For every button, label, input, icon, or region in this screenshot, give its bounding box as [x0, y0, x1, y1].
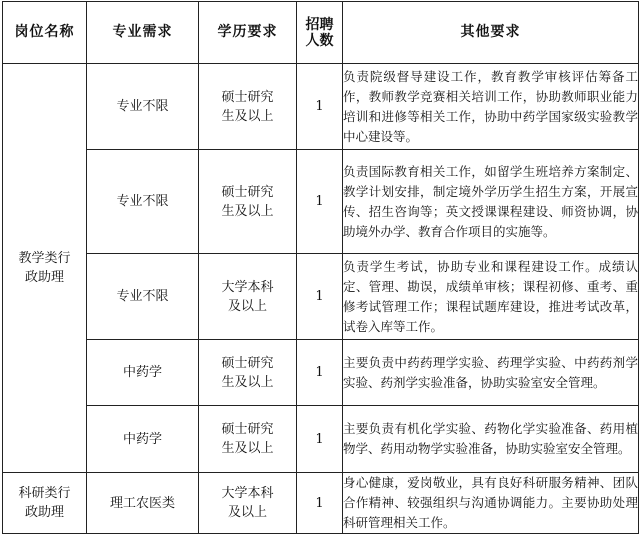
header-other: 其他要求 [343, 2, 639, 64]
count-cell: 1 [297, 473, 343, 534]
table-row [3, 473, 639, 534]
major-cell: 中药学 [87, 406, 199, 473]
major-cell: 专业不限 [87, 64, 199, 150]
header-education: 学历要求 [199, 2, 297, 64]
education-cell: 硕士研究生及以上 [199, 340, 297, 406]
table-row [3, 150, 639, 254]
table-row [3, 64, 639, 150]
education-cell: 大学本科及以上 [199, 473, 297, 534]
education-cell: 硕士研究生及以上 [199, 64, 297, 150]
count-cell: 1 [297, 64, 343, 150]
header-major: 专业需求 [87, 2, 199, 64]
position-cell-research: 科研类行政助理 [3, 473, 87, 534]
table-row [3, 340, 639, 406]
major-cell: 理工农医类 [87, 473, 199, 534]
recruitment-table [2, 1, 639, 534]
table-row [3, 254, 639, 340]
major-cell: 专业不限 [87, 150, 199, 254]
requirement-cell: 主要负责中药药理学实验、药理学实验、中药药剂学实验、药剂学实验准备，协助实验室安全管理。 [343, 340, 639, 406]
header-row [3, 2, 639, 64]
count-cell: 1 [297, 254, 343, 340]
header-position: 岗位名称 [3, 2, 87, 64]
requirement-cell: 负责学生考试，协助专业和课程建设工作。成绩认定、管理、勘误，成绩单审核；课程初修、重考、重修考试管理工作；课程试题库建设，推进考试改革，试卷入库等工作。 [343, 254, 639, 340]
education-cell: 硕士研究生及以上 [199, 150, 297, 254]
requirement-cell: 主要负责有机化学实验、药物化学实验准备、药用植物学、药用动物学实验准备，协助实验室安全管理。 [343, 406, 639, 473]
education-cell: 硕士研究生及以上 [199, 406, 297, 473]
major-cell: 中药学 [87, 340, 199, 406]
count-cell: 1 [297, 150, 343, 254]
major-cell: 专业不限 [87, 254, 199, 340]
count-cell: 1 [297, 406, 343, 473]
table-row [3, 406, 639, 473]
position-cell-teaching: 教学类行政助理 [3, 64, 87, 473]
education-cell: 大学本科及以上 [199, 254, 297, 340]
count-cell: 1 [297, 340, 343, 406]
requirement-cell: 负责院级督导建设工作，教育教学审核评估筹备工作，教师教学竞赛相关培训工作，协助教师职业能力培训和进修等相关工作，协助中药学国家级实验教学中心建设等。 [343, 64, 639, 150]
requirement-cell: 身心健康，爱岗敬业，具有良好科研服务精神、团队合作精神、较强组织与沟通协调能力。主要协助处理科研管理相关工作。 [343, 473, 639, 534]
requirement-cell: 负责国际教育相关工作，如留学生班培养方案制定、教学计划安排，制定境外学历学生招生方案，开展宣传、招生咨询等；英文授课课程建设、师资协调，协助境外办学、教育合作项目的实施等。 [343, 150, 639, 254]
header-hire-count: 招聘人数 [297, 2, 343, 64]
